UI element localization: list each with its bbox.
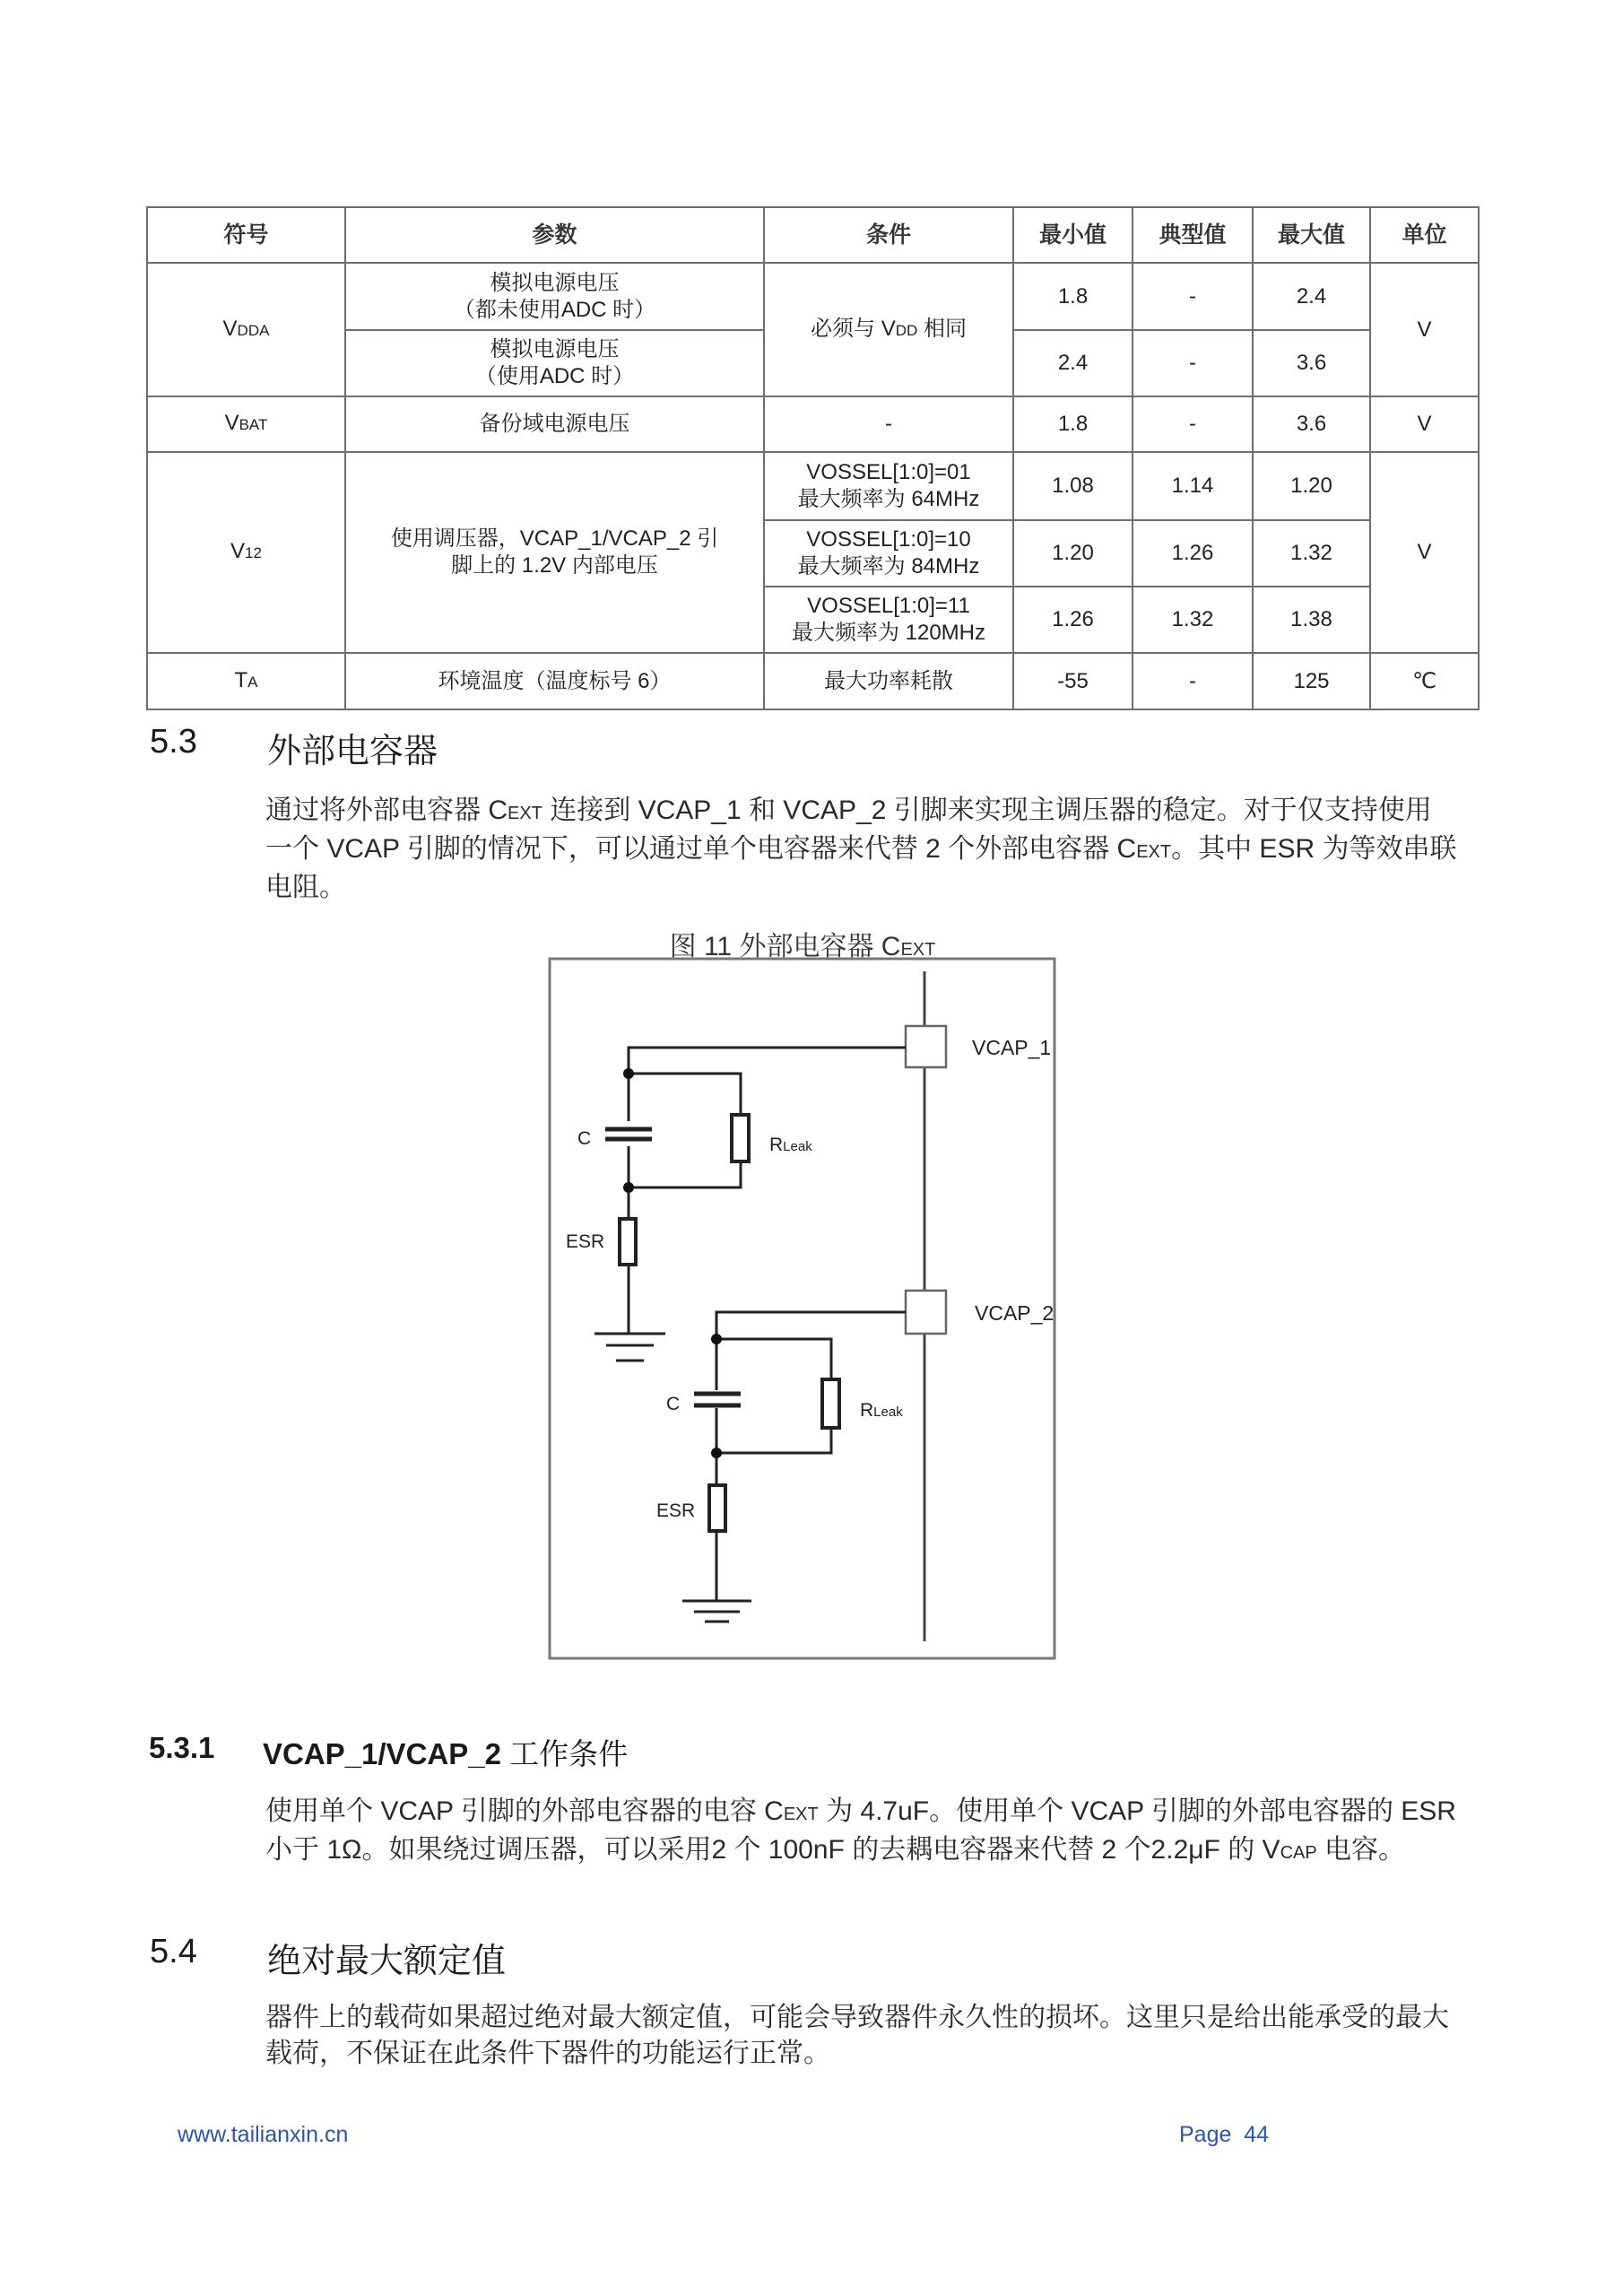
rleak-label bbox=[860, 1400, 903, 1421]
typ-value: - bbox=[1133, 263, 1253, 330]
junction-node bbox=[623, 1068, 634, 1079]
section-heading-5-4 bbox=[150, 1933, 867, 1980]
title-rest: 工作条件 bbox=[500, 1737, 629, 1770]
header-typ: 典型值 bbox=[1133, 207, 1253, 263]
rleak-sub: Leak bbox=[783, 1139, 812, 1154]
condition-line: 最大频率为 64MHz bbox=[797, 487, 980, 511]
header-condition: 条件 bbox=[764, 207, 1013, 263]
section-5-3-1-paragraph bbox=[265, 1794, 1458, 1871]
wire bbox=[716, 1428, 831, 1453]
section-heading-5-3-1 bbox=[149, 1731, 956, 1770]
min-value: 1.26 bbox=[1013, 587, 1133, 653]
title-bold: VCAP_1/VCAP_2 bbox=[263, 1737, 501, 1770]
wire bbox=[716, 1312, 906, 1390]
symbol-main: V bbox=[224, 411, 239, 435]
circuit-vcap2 bbox=[682, 1312, 906, 1622]
symbol-main: V bbox=[230, 539, 246, 563]
unit-value: V bbox=[1370, 263, 1479, 396]
subscript-text: EXT bbox=[1136, 842, 1172, 862]
subscript-text: CAP bbox=[1280, 1843, 1317, 1863]
rleak-label bbox=[769, 1135, 812, 1155]
rleak-resistor bbox=[732, 1115, 749, 1161]
condition-line: VOSSEL[1:0]=10 bbox=[806, 527, 971, 552]
condition-vbat: - bbox=[764, 396, 1013, 452]
condition-line: VOSSEL[1:0]=11 bbox=[807, 594, 970, 618]
max-value: 1.20 bbox=[1253, 452, 1370, 520]
section-number: 5.4 bbox=[150, 1933, 197, 1970]
vcap1-pin bbox=[906, 1026, 946, 1067]
section-title: 外部电容器 bbox=[267, 733, 438, 770]
condition-text: 相同 bbox=[917, 316, 967, 341]
paragraph-text: 通过将外部电容器 C bbox=[265, 796, 508, 825]
vcap2-label: VCAP_2 bbox=[975, 1301, 1055, 1325]
wire bbox=[629, 1048, 906, 1121]
section-5-4-paragraph bbox=[265, 2000, 1458, 2072]
unit-value: V bbox=[1370, 452, 1479, 653]
max-value: 1.32 bbox=[1253, 520, 1370, 587]
max-value: 2.4 bbox=[1253, 263, 1370, 330]
header-symbol: 符号 bbox=[147, 207, 345, 263]
capacitor-label: C bbox=[577, 1128, 592, 1149]
wire bbox=[716, 1339, 831, 1379]
condition-line: 最大频率为 120MHz bbox=[791, 621, 986, 645]
param-line: 使用调压器，VCAP_1/VCAP_2 引 bbox=[390, 526, 719, 551]
junction-node bbox=[711, 1448, 722, 1458]
max-value: 125 bbox=[1253, 653, 1370, 709]
section-number: 5.3 bbox=[150, 723, 197, 761]
param-line: （使用ADC 时） bbox=[474, 364, 635, 388]
typ-value: - bbox=[1133, 653, 1253, 709]
param-ta: 环境温度（温度标号 6） bbox=[345, 653, 764, 709]
unit-value: V bbox=[1370, 396, 1479, 452]
section-title bbox=[263, 1731, 628, 1773]
section-title: 绝对最大额定值 bbox=[267, 1943, 507, 1980]
header-max: 最大值 bbox=[1253, 207, 1370, 263]
header-min: 最小值 bbox=[1013, 207, 1133, 263]
max-value: 3.6 bbox=[1253, 330, 1370, 396]
rleak-main: R bbox=[860, 1400, 874, 1421]
header-parameter: 参数 bbox=[345, 207, 764, 263]
typ-value: 1.32 bbox=[1133, 587, 1253, 653]
typ-value: 1.14 bbox=[1133, 452, 1253, 520]
param-line: 模拟电源电压 bbox=[490, 270, 620, 295]
subscript-text: EXT bbox=[783, 1805, 819, 1824]
footer-page-number: Page 44 bbox=[1179, 2122, 1270, 2147]
symbol-main: T bbox=[234, 667, 248, 692]
caption-subscript: EXT bbox=[900, 940, 936, 960]
rleak-main: R bbox=[769, 1135, 784, 1155]
rleak-sub: Leak bbox=[873, 1405, 903, 1420]
max-value: 3.6 bbox=[1253, 396, 1370, 452]
condition-ta: 最大功率耗散 bbox=[764, 653, 1013, 709]
junction-node bbox=[623, 1182, 634, 1193]
esr-resistor bbox=[620, 1219, 636, 1265]
subscript-text: EXT bbox=[508, 804, 542, 823]
symbol-main: V bbox=[222, 316, 238, 341]
condition-text: 必须与 V bbox=[811, 316, 896, 341]
typ-value: - bbox=[1133, 396, 1253, 452]
paragraph-text: 电容。 bbox=[1316, 1835, 1406, 1865]
param-line: （都未使用ADC 时） bbox=[453, 297, 656, 322]
symbol-sub: A bbox=[247, 673, 258, 691]
wire bbox=[629, 1161, 741, 1187]
paragraph-text: 为 4.7uF。使用单个 VCAP 引脚的外部电容器的 ESR 小于 1Ω。如果绕过调压器，可以采用2 个 100nF 的去耦电容器来代替 2 个2.2μF 的 V bbox=[265, 1796, 1456, 1865]
header-unit: 单位 bbox=[1370, 207, 1479, 263]
esr-label: ESR bbox=[566, 1231, 605, 1252]
symbol-sub: BAT bbox=[239, 416, 268, 433]
max-value: 1.38 bbox=[1253, 587, 1370, 653]
param-line: 脚上的 1.2V 内部电压 bbox=[451, 553, 658, 578]
wire bbox=[629, 1074, 741, 1115]
symbol-sub: 12 bbox=[245, 544, 262, 561]
vcap1-label: VCAP_1 bbox=[972, 1036, 1052, 1059]
condition-line: 最大频率为 84MHz bbox=[797, 554, 980, 578]
condition-sub: DD bbox=[895, 321, 918, 339]
symbol-sub: DDA bbox=[237, 321, 270, 339]
footer-website-link[interactable]: www.tailianxin.cn bbox=[178, 2122, 349, 2147]
typ-value: 1.26 bbox=[1133, 520, 1253, 587]
rleak-resistor bbox=[822, 1379, 839, 1428]
min-value: 2.4 bbox=[1013, 330, 1133, 396]
paragraph-text: 。其中 ESR 为等效串联电阻。 bbox=[265, 834, 1457, 902]
min-value: 1.08 bbox=[1013, 452, 1133, 520]
param-line: 模拟电源电压 bbox=[490, 337, 620, 361]
vcap2-pin bbox=[906, 1291, 946, 1334]
min-value: 1.8 bbox=[1013, 396, 1133, 452]
paragraph-text: 器件上的载荷如果超过绝对最大额定值，可能会导致器件永久性的损坏。这里只是给出能承受的最大载荷，不保证在此条件下器件的功能运行正常。 bbox=[265, 2003, 1449, 2068]
paragraph-text: 使用单个 VCAP 引脚的外部电容器的电容 C bbox=[265, 1796, 784, 1826]
condition-line: VOSSEL[1:0]=01 bbox=[806, 460, 971, 484]
min-value: -55 bbox=[1013, 653, 1133, 709]
esr-resistor bbox=[709, 1485, 725, 1531]
unit-value: ℃ bbox=[1370, 653, 1479, 709]
paragraph-text: 连接到 VCAP_1 和 VCAP_2 引脚来实现主调压器的稳定。对于仅支持使用一个 VCAP 引脚的情况下，可以通过单个电容器来代替 2 个外部电容器 C bbox=[265, 796, 1432, 864]
param-vbat: 备份域电源电压 bbox=[345, 396, 764, 452]
circuit-vcap1 bbox=[595, 1048, 906, 1361]
junction-node bbox=[711, 1334, 722, 1344]
esr-label: ESR bbox=[656, 1500, 696, 1521]
typ-value: - bbox=[1133, 330, 1253, 396]
min-value: 1.8 bbox=[1013, 263, 1133, 330]
section-number: 5.3.1 bbox=[149, 1731, 215, 1764]
caption-text: 图 11 外部电容器 C bbox=[669, 932, 901, 961]
min-value: 1.20 bbox=[1013, 520, 1133, 587]
capacitor-label: C bbox=[666, 1394, 681, 1414]
